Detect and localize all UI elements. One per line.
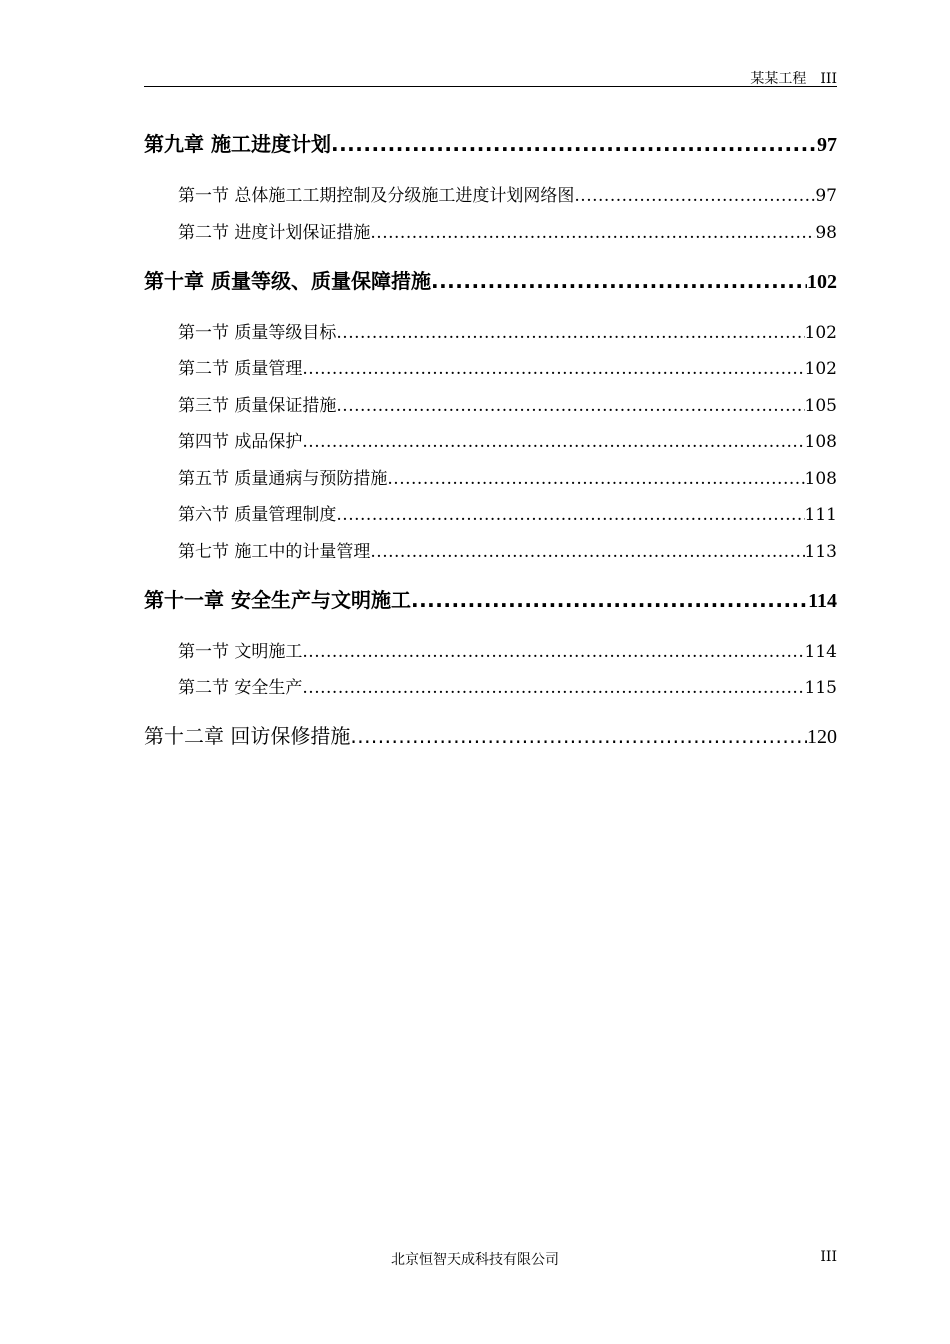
toc-entry-page: 113: [804, 542, 837, 562]
header-page-number: III: [820, 71, 837, 87]
toc-entry-title: 第五节 质量通病与预防措施: [178, 469, 388, 489]
footer-company-name: 北京恒智天成科技有限公司: [391, 1252, 559, 1268]
toc-dot-leader: [302, 678, 804, 698]
toc-dot-leader: [411, 588, 808, 612]
footer-page-number: III: [820, 1249, 837, 1265]
toc-entry-title: 第二节 安全生产: [178, 678, 303, 698]
toc-entry-title: 第九章 施工进度计划: [144, 132, 331, 156]
toc-entry-page: 108: [804, 432, 837, 452]
toc-section[interactable]: [178, 537, 837, 562]
toc-dot-leader: [370, 223, 815, 243]
toc-entry-title: 第二节 进度计划保证措施: [178, 223, 371, 243]
toc-entry-page: 97: [817, 134, 837, 156]
toc-dot-leader: [574, 186, 815, 206]
toc-entry-title: 第二节 质量管理: [178, 359, 303, 379]
toc-entry-title: 第一节 质量等级目标: [178, 323, 337, 343]
toc-entry-page: 120: [807, 726, 837, 748]
toc-entry-page: 111: [804, 505, 837, 525]
toc-dot-leader: [387, 469, 804, 489]
header-text: [750, 68, 837, 88]
toc-dot-leader: [336, 505, 804, 525]
toc-entry-page: 102: [807, 271, 837, 293]
toc-dot-leader: [336, 396, 804, 416]
toc-section[interactable]: [178, 500, 837, 525]
toc-entry-title: 第十章 质量等级、质量保障措施: [144, 269, 431, 293]
toc-section[interactable]: [178, 427, 837, 452]
toc-section[interactable]: [178, 218, 837, 243]
toc-chapter-12[interactable]: [144, 720, 837, 749]
toc-entry-page: 102: [804, 323, 837, 343]
toc-entry-page: 114: [808, 590, 837, 612]
toc-entry-title: 第七节 施工中的计量管理: [178, 542, 371, 562]
toc-section[interactable]: [178, 354, 837, 379]
toc-entry-page: 98: [815, 223, 837, 243]
toc-chapter-11[interactable]: [144, 584, 837, 613]
toc-dot-leader: [350, 724, 807, 748]
toc-dot-leader: [302, 432, 804, 452]
toc-dot-leader: [370, 542, 804, 562]
page-header: [144, 64, 837, 87]
toc-entry-title: 第十一章 安全生产与文明施工: [144, 588, 411, 612]
toc-entry-page: 108: [804, 469, 837, 489]
toc-entry-page: 97: [815, 186, 837, 206]
toc-dot-leader: [331, 132, 817, 156]
toc-entry-title: 第四节 成品保护: [178, 432, 303, 452]
toc-dot-leader: [302, 642, 804, 662]
toc-chapter-10[interactable]: [144, 265, 837, 294]
toc-entry-page: 105: [804, 396, 837, 416]
toc-dot-leader: [302, 359, 804, 379]
toc-entry-page: 102: [804, 359, 837, 379]
toc-entry-page: 115: [804, 678, 837, 698]
toc-section[interactable]: [178, 637, 837, 662]
toc-section[interactable]: [178, 181, 837, 206]
toc-section[interactable]: [178, 673, 837, 698]
toc-dot-leader: [431, 269, 807, 293]
toc-section[interactable]: [178, 318, 837, 343]
toc-section[interactable]: [178, 391, 837, 416]
toc-dot-leader: [336, 323, 804, 343]
toc-section[interactable]: [178, 464, 837, 489]
toc-entry-page: 114: [804, 642, 837, 662]
toc-entry-title: 第十二章 回访保修措施: [144, 724, 351, 748]
toc-entry-title: 第三节 质量保证措施: [178, 396, 337, 416]
toc-chapter-9[interactable]: [144, 128, 837, 157]
toc-entry-title: 第六节 质量管理制度: [178, 505, 337, 525]
header-project-name: 某某工程: [750, 71, 807, 87]
toc-entry-title: 第一节 总体施工工期控制及分级施工进度计划网络图: [178, 186, 575, 206]
toc-entry-title: 第一节 文明施工: [178, 642, 303, 662]
